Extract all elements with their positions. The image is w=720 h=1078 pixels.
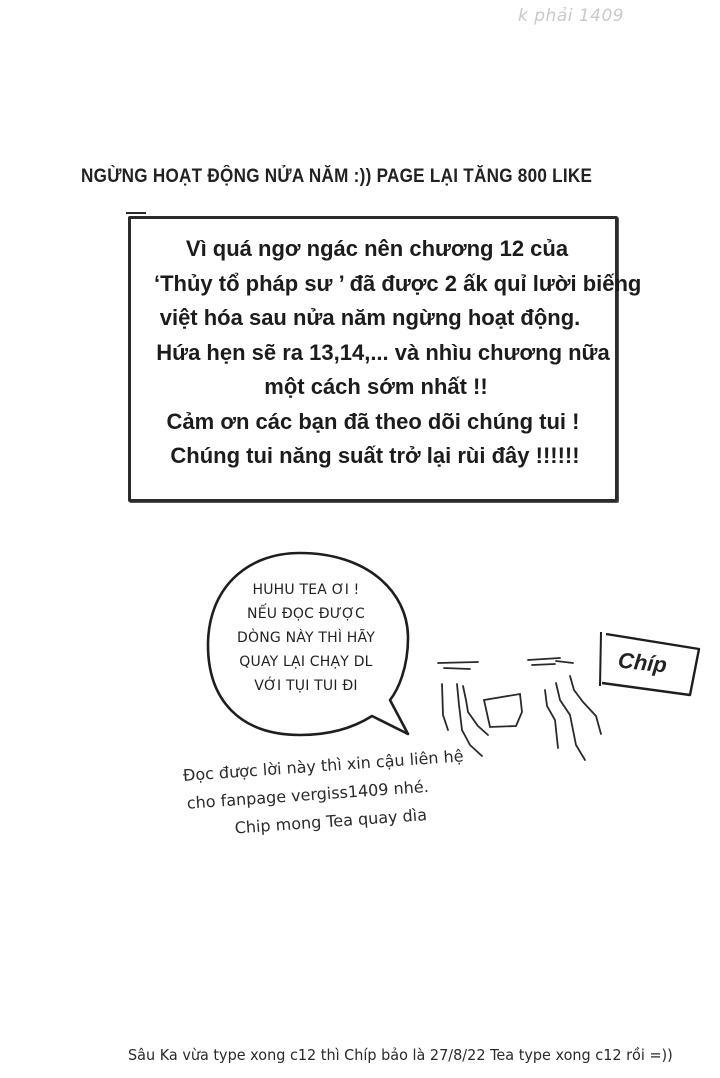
announcement-line: Chúng tui năng suất trở lại rùi đây !!!!!! xyxy=(170,443,580,468)
watermark: k phải 1409 xyxy=(518,6,625,26)
chip-flag-pole xyxy=(600,632,601,686)
speech-bubble-text xyxy=(218,578,394,698)
announcement-line: Hứa hẹn sẽ ra 13,14,... và nhìu chương nữa xyxy=(156,339,610,365)
announcement-line: việt hóa sau nửa năm ngừng hoạt động. xyxy=(159,305,581,330)
speech-line: NẾU ĐỌC ĐƯỢC xyxy=(247,606,365,622)
headline: NGỪNG HOẠT ĐỘNG NỬA NĂM :)) PAGE LẠI TĂNG 800 LIKE xyxy=(81,166,593,187)
speech-line: HUHU TEA ƠI ! xyxy=(252,582,360,598)
announcement-line: Cảm ơn các bạn đã theo dõi chúng tui ! xyxy=(166,408,580,434)
announcement-line: một cách sớm nhất !! xyxy=(264,374,488,399)
announcement-line: Vì quá ngơ ngác nên chương 12 của xyxy=(185,236,569,261)
speech-line: VỚI TỤI TUI ĐI xyxy=(254,678,358,694)
note-line: Đọc được lời này thì xin cậu liên hệ xyxy=(182,746,465,785)
chip-label: Chíp xyxy=(616,647,669,678)
announcement-line: ‘Thủy tổ pháp sư ’ đã được 2 ấk quỉ lười biếng xyxy=(154,270,642,296)
note-line: cho fanpage vergiss1409 nhé. xyxy=(186,776,430,813)
note-line: Chip mong Tea quay dìa xyxy=(234,805,428,838)
footer-note: Sâu Ka vừa type xong c12 thì Chíp bảo là 27/8/22 Tea type xong c12 rồi =)) xyxy=(128,1046,673,1064)
speech-line: QUAY LẠI CHẠY DL xyxy=(239,654,373,670)
speech-line: DÒNG NÀY THÌ HÃY xyxy=(237,630,375,646)
